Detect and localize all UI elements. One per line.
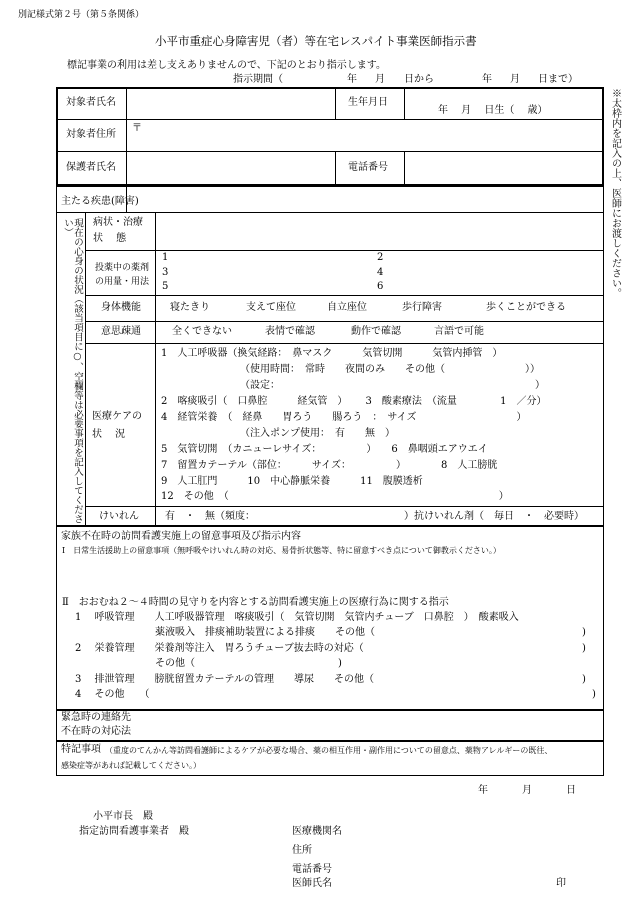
- mobility-option-1[interactable]: 寝たきり: [170, 302, 210, 313]
- side-note: ※太枠内を記入の上、医師にお渡しください。: [609, 88, 621, 298]
- period-day-until: 日まで）: [538, 74, 578, 85]
- subject-box: [56, 87, 604, 186]
- meds-label-1: 投薬中の薬剤: [95, 263, 150, 273]
- care-line-4: 2 喀痰吸引（ 口鼻腔 経気管 ） 3 酸素療法 （流量 1 ／分）: [161, 396, 547, 407]
- footer-month: 月: [522, 785, 532, 796]
- birth-date-label: 生年月日: [348, 97, 388, 108]
- communication-option-4[interactable]: 言語で可能: [434, 326, 484, 337]
- mobility-option-2[interactable]: 支えて座位: [246, 302, 296, 313]
- instructions-care-4: その他（: [155, 658, 195, 669]
- period-month-from: 月: [375, 74, 385, 85]
- addressee-provider: 指定訪問看護事業者 殿: [79, 826, 189, 837]
- subject-address-label: 対象者住所: [66, 129, 116, 140]
- disease-label: 主たる疾患(障害): [61, 196, 139, 207]
- mobility-option-3[interactable]: 自立座位: [327, 302, 367, 313]
- care-line-5: 4 経管栄養 （ 経鼻 胃ろう 腸ろう ： サイズ ）: [161, 412, 527, 423]
- med-number-5: 5: [162, 281, 169, 292]
- condition-label-1: 病状・治療: [93, 217, 143, 228]
- status-side-label: 現在の心身の状況（該当項目に○、空欄等は必要事項を記入してください）: [61, 218, 83, 524]
- communication-option-3[interactable]: 動作で確認: [351, 326, 401, 337]
- med-number-3: 3: [162, 267, 169, 278]
- med-number-2: 2: [377, 252, 384, 263]
- med-number-1: 1: [162, 252, 169, 263]
- meds-label-2: の用量・用法: [95, 277, 150, 287]
- paren-close-1: ): [582, 627, 586, 638]
- seal-mark: 印: [556, 878, 566, 889]
- paren-close-4: ): [582, 674, 586, 685]
- mobility-label: 身体機能: [101, 302, 141, 313]
- period-day-from: 日から: [404, 74, 434, 85]
- anticonvulsant: ）抗けいれん剤（ 毎日 ・ 必要時）: [404, 511, 584, 522]
- special-notes-text-2: 感染症等があれば記載してください。）: [61, 761, 201, 770]
- special-notes-text-1: （重度のてんかん等訪問看護師によるケアが必要な場合、薬の相互作用・副作用についての留意点、薬物アレルギーの既往、: [105, 746, 553, 755]
- instructions-care-3: 2 栄養管理 栄養剤等注入 胃ろうチューブ抜去時の対応（: [75, 643, 364, 654]
- doctor-name-label: 医師氏名: [292, 878, 332, 889]
- care-line-10: 12 その他 （ ）: [161, 491, 509, 502]
- condition-label-2: 状 態: [93, 233, 127, 244]
- seizure-frequency: 有 ・ 無（頻度：: [165, 511, 255, 522]
- communication-option-2[interactable]: 表情で確認: [265, 326, 315, 337]
- care-line-9: 9 人工肛門 10 中心静脈栄養 11 腹膜透析: [161, 476, 423, 487]
- mobility-option-5[interactable]: 歩くことができる: [486, 302, 566, 313]
- care-line-1: 1 人工呼吸器（換気経路： 鼻マスク 気管切開 気管内挿管 ）: [161, 348, 503, 359]
- care-line-3: （設定： ）: [240, 380, 545, 391]
- instructions-care-2: 薬液吸入 排痰補助装置による排痰 その他（: [155, 627, 375, 638]
- subject-name-label: 対象者氏名: [66, 97, 116, 108]
- doctor-phone-label: 電話番号: [292, 864, 332, 875]
- paren-close-2: ): [582, 643, 586, 654]
- instructions-item-1: Ⅰ 日常生活援助上の留意事項（無呼吸やけいれん時の対応、易骨折状態等、特に留意すべき点について御教示ください。）: [62, 546, 501, 555]
- mobility-option-4[interactable]: 歩行障害: [402, 302, 442, 313]
- seizure-label: けいれん: [99, 511, 139, 522]
- special-notes-label: 特記事項: [61, 744, 101, 755]
- period-year-from: 年: [347, 74, 357, 85]
- period-year-until: 年: [482, 74, 492, 85]
- birth-date-format: 年 月 日生（ 歳）: [438, 105, 548, 116]
- period-month-until: 月: [510, 74, 520, 85]
- form-number: 別記様式第２号（第５条関係）: [18, 10, 145, 20]
- communication-label: 意思疎通: [101, 326, 141, 337]
- paren-close-5: ): [592, 689, 596, 700]
- period-label: 指示期間（: [233, 74, 283, 85]
- emergency-contact-label: 緊急時の連絡先: [61, 712, 131, 723]
- care-line-7: 5 気管切開 （カニューレサイズ： ） 6 鼻咽頭エアウエイ: [161, 444, 488, 455]
- addressee-mayor: 小平市長 殿: [93, 811, 153, 822]
- doctor-address-label: 住所: [292, 845, 312, 856]
- page-title: 小平市重症心身障害児（者）等在宅レスパイト事業医師指示書: [155, 34, 477, 48]
- instructions-item-2: Ⅱ おおむね２～４時間の見守りを内容とする訪問看護実施上の医療行為に関する指示: [62, 597, 449, 608]
- med-number-6: 6: [377, 281, 384, 292]
- care-line-6: （注入ポンプ使用： 有 無 ）: [240, 428, 395, 439]
- absence-response-label: 不在時の対応法: [61, 726, 131, 737]
- guardian-name-label: 保護者氏名: [66, 162, 116, 173]
- instructions-heading: 家族不在時の訪問看護実施上の留意事項及び指示内容: [61, 531, 301, 542]
- care-line-8: 7 留置カテーテル（部位： サイズ： ） 8 人工膀胱: [161, 460, 498, 471]
- phone-label: 電話番号: [348, 162, 388, 173]
- emergency-box: [56, 710, 604, 741]
- footer-day: 日: [566, 785, 576, 796]
- care-line-2: （使用時間： 常時 夜間のみ その他（ ））: [240, 364, 540, 375]
- postal-mark: 〒: [132, 123, 142, 134]
- footer-year: 年: [478, 785, 488, 796]
- instructions-care-6: 4 その他 （: [75, 689, 150, 700]
- institution-label: 医療機関名: [292, 826, 342, 837]
- instructions-care-5: 3 排泄管理 膀胱留置カテーテルの管理 導尿 その他（: [75, 674, 375, 685]
- intro-text: 標記事業の利用は差し支えありませんので、下記のとおり指示します。: [67, 60, 386, 71]
- care-label-2: 状 況: [92, 429, 126, 440]
- paren-close-3: ): [338, 658, 342, 669]
- communication-option-1[interactable]: 全くできない: [172, 326, 232, 337]
- care-label-1: 医療ケアの: [92, 411, 142, 422]
- med-number-4: 4: [377, 267, 384, 278]
- instructions-care-1: 1 呼吸管理 人工呼吸器管理 喀痰吸引（ 気管切開 気管内チューブ 口鼻腔 ） 酸素吸入: [75, 612, 519, 623]
